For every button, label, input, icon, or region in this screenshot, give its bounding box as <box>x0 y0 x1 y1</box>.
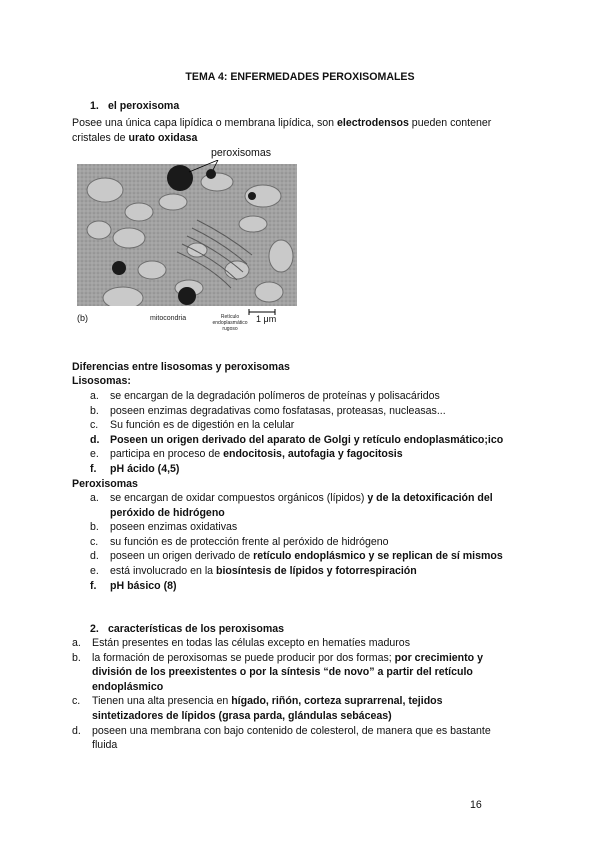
list-item <box>72 564 542 579</box>
list-text-bold: división de los preexistentes o por la síntesis “de novo” a partir del retículo <box>92 666 473 679</box>
list-item <box>72 579 542 594</box>
figure-label-mitocondria: mitocondria <box>150 315 187 322</box>
list-marker: d. <box>90 550 99 563</box>
figure-scale-label: 1 μm <box>256 314 277 324</box>
list-text: la formación de peroxisomas se puede producir por dos formas; <box>92 651 395 664</box>
list-text-bold: sintetizadores de lípidos (grasa parda, glándulas sebáceas) <box>92 709 392 722</box>
reticulo-line-3: rugoso <box>222 326 238 332</box>
list-text-bold: y de la detoxificación del <box>367 492 493 504</box>
list-text-bold: endoplásmico <box>92 680 164 693</box>
micrograph-image <box>77 160 307 335</box>
list-text: se encargan de la degradación polímeros de proteínas y polisacáridos <box>110 390 440 402</box>
list-text: Su función es de digestión en la celular <box>110 419 295 432</box>
list-text: poseen enzimas oxidativas <box>110 521 238 534</box>
list-marker: d. <box>90 433 100 446</box>
list-marker: c. <box>72 695 81 708</box>
list-marker: b. <box>72 651 81 664</box>
list-text: fluida <box>92 739 118 752</box>
reticulo-line-1: Retículo <box>220 314 240 320</box>
diff-heading: Diferencias entre lisosomas y peroxisomas <box>72 361 290 373</box>
list-item <box>72 462 542 477</box>
list-text: su función es de protección frente al peróxido de hidrógeno <box>110 535 389 548</box>
list-item <box>72 549 542 564</box>
list-text: poseen enzimas degradativas como fosfatasas, proteasas, nucleasas... <box>110 404 446 417</box>
section2-number: 2. <box>90 623 99 635</box>
list-text-bold: retículo endoplásmico y se replican de sí mismos <box>253 550 503 563</box>
section2-list <box>72 636 542 753</box>
list-item <box>72 694 542 723</box>
list-text: Poseen un origen derivado del aparato de Golgi y retículo endoplasmático;ico <box>110 433 504 446</box>
list-text: Están presentes en todas las células excepto en hematíes maduros <box>92 637 410 649</box>
list-text: pH básico (8) <box>110 579 177 592</box>
list-text: participa en proceso de <box>110 448 224 461</box>
list-item <box>72 520 542 535</box>
section2-heading <box>90 622 284 637</box>
list-text-bold: por crecimiento y <box>394 651 483 664</box>
list-marker: e. <box>90 564 99 577</box>
list-item <box>72 433 542 448</box>
list-marker: c. <box>90 419 99 432</box>
list-item <box>72 651 542 695</box>
list-marker: c. <box>90 535 99 548</box>
peroxisomas-heading: Peroxisomas <box>72 478 138 490</box>
list-marker: a. <box>90 492 99 504</box>
list-text-bold: peróxido de hidrógeno <box>110 506 225 519</box>
intro-bold-1: electrodensos <box>337 117 409 129</box>
intro-text-1: Posee una única capa lipídica o membrana lipídica, son <box>72 117 338 129</box>
list-item <box>72 447 542 462</box>
list-item <box>72 724 542 753</box>
list-marker: d. <box>72 724 81 737</box>
list-marker: b. <box>90 404 99 417</box>
list-item <box>72 389 542 404</box>
list-marker: a. <box>72 637 81 649</box>
figure-panel-label: (b) <box>77 313 88 323</box>
section2-title: características de los peroxisomas <box>108 623 285 635</box>
list-text: se encargan de oxidar compuestos orgánicos (lípidos) <box>110 492 368 504</box>
intro-bold-2: urato oxidasa <box>128 131 198 144</box>
list-item <box>72 404 542 419</box>
list-item <box>72 636 542 651</box>
lisosomas-list <box>72 389 542 477</box>
list-text: está involucrado en la <box>110 564 217 577</box>
section1-number: 1. <box>90 100 99 112</box>
list-text-bold: hígado, riñón, corteza suprarrenal, tejidos <box>231 695 443 708</box>
list-text-bold: biosíntesis de lípidos y fotorrespiración <box>216 564 417 577</box>
list-marker: b. <box>90 521 99 534</box>
page-number: 16 <box>470 799 482 811</box>
page-title: TEMA 4: ENFERMEDADES PEROXISOMALES <box>185 71 415 83</box>
list-text: poseen un origen derivado de <box>110 550 254 563</box>
list-marker: f. <box>90 462 97 475</box>
list-item <box>72 535 542 550</box>
intro-text-3: cristales de <box>72 131 129 144</box>
list-item <box>72 418 542 433</box>
reticulo-line-2: endoplasmático <box>212 320 248 326</box>
list-text: poseen una membrana con bajo contenido de colesterol, de manera que es bastante <box>92 724 491 737</box>
lisosomas-heading: Lisosomas: <box>72 375 131 387</box>
list-marker: a. <box>90 390 99 402</box>
section1-intro <box>72 116 532 145</box>
list-marker: e. <box>90 448 99 461</box>
peroxisomas-list <box>72 491 542 593</box>
list-text: pH ácido (4,5) <box>110 462 180 475</box>
intro-text-2: pueden contener <box>408 117 492 129</box>
section1-title: el peroxisoma <box>108 100 180 112</box>
list-item <box>72 491 542 520</box>
list-text-bold: endocitosis, autofagia y fagocitosis <box>223 448 403 461</box>
list-text: Tienen una alta presencia en <box>92 695 232 708</box>
micrograph-figure <box>77 160 307 335</box>
figure-label-reticulo <box>208 314 252 332</box>
list-marker: f. <box>90 579 97 592</box>
section1-heading <box>90 99 179 114</box>
figure-label-peroxisomas: peroxisomas <box>211 147 272 159</box>
